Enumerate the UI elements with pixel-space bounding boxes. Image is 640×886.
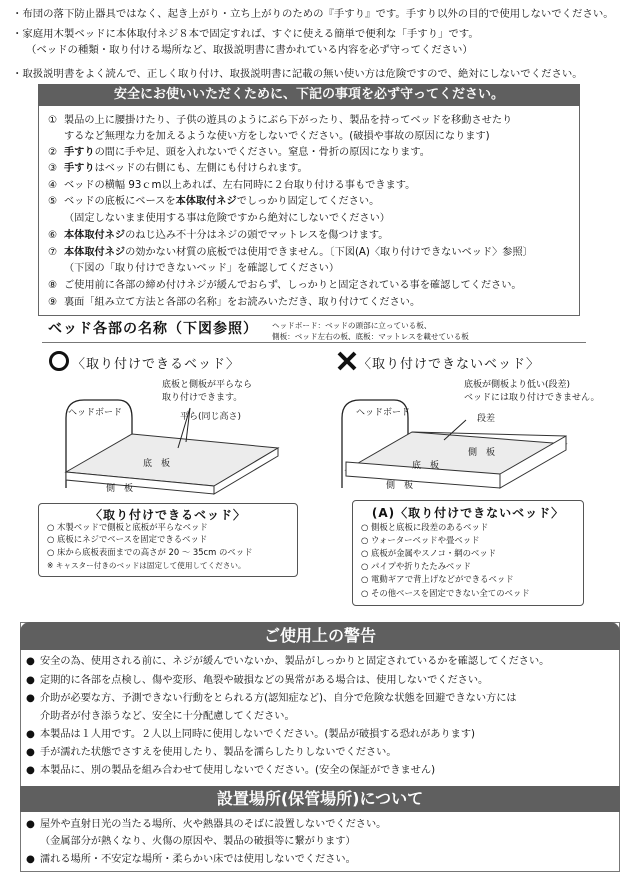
safety-item: するなど無理な力を加えるような使い方をしないでください。(破損や事故の原因になります) bbox=[64, 131, 490, 142]
ng-callout-1: 底板が側板より低い(段差) bbox=[464, 380, 571, 390]
ng-panel-title: 〈取り付けできないベッド〉 bbox=[358, 357, 541, 372]
ok-box-note: ※ キャスター付きのベッドは固定して使用してください。 bbox=[47, 561, 246, 570]
circle-ok-icon bbox=[48, 350, 70, 372]
warning-item: ● 安全の為、使用される前に、ネジが緩んでいないか、製品がしっかりと固定されているかを確認してください。 bbox=[26, 656, 550, 667]
ok-panel-title: 〈取り付けできるベッド〉 bbox=[72, 357, 241, 372]
parts-note-1: ヘッドボード：ベッドの頭部に立っている板、 bbox=[272, 321, 432, 330]
ng-box-item: ○ 電動ギアで背上げなどができるベッド bbox=[361, 574, 514, 584]
warning-title: ご使用上の警告 bbox=[20, 622, 620, 650]
safety-item: ⑧ ご使用前に各部の締め付けネジが緩んでおらず、しっかりと固定されている事を確認してください。 bbox=[48, 280, 522, 291]
safety-item: ⑦ 本体取付ネジの効かない材質の底板では使用できません。〔下図(A)〈取り付けできないベッド〉参照〕 bbox=[48, 247, 533, 258]
ng-list-box bbox=[352, 500, 584, 606]
safety-item: （固定しないまま使用する事は危険ですから絶対にしないでください） bbox=[64, 213, 390, 224]
ng-box-item: ○ 底板が金属やスノコ・網のベッド bbox=[361, 548, 497, 558]
safety-item: ③ 手すりはベッドの右側にも、左側にも付けられます。 bbox=[48, 163, 308, 174]
warning-item: ● 定期的に各部を点検し、傷や変形、亀裂や破損などの異常がある場合は、使用しないでください。 bbox=[26, 675, 489, 686]
divider bbox=[42, 342, 586, 343]
ok-bed-illustration bbox=[40, 378, 300, 498]
ok-box-title: 〈取り付けできるベッド〉 bbox=[89, 508, 246, 522]
safety-title: 安全にお使いいただくために、下記の事項を必ず守ってください。 bbox=[38, 84, 580, 106]
ng-box-item: ○ パイプや折りたたみベッド bbox=[361, 561, 472, 571]
ok-side-label: 側 板 bbox=[106, 484, 134, 494]
ok-box-item: ○ 床から底板表面までの高さが 20 ～ 35cm のベッド bbox=[47, 547, 253, 557]
parts-title: ベッド各部の名称（下図参照） bbox=[48, 321, 258, 337]
ng-box-title: (A)〈取り付けできないベッド〉 bbox=[371, 506, 565, 520]
install-item: （金属部分が熱くなり、火傷の原因や、製品の破損等に繋がります） bbox=[40, 836, 356, 847]
safety-item: ⑨ 裏面「組み立て方法と各部の名称」をお読みいただき、取り付けてください。 bbox=[48, 297, 421, 308]
ng-box-item: ○ 側板と底板に段差のあるベッド bbox=[361, 522, 489, 532]
ok-headboard-label: ヘッドボード bbox=[68, 408, 123, 418]
warning-item: 介助者が付き添うなど、安全に十分配慮してください。 bbox=[40, 711, 295, 722]
install-item: ● 濡れる場所・不安定な場所・柔らかい床では使用しないでください。 bbox=[26, 854, 356, 865]
ok-box-item: ○ 底板にネジでベースを固定できるベッド bbox=[47, 534, 208, 544]
safety-item: ① 製品の上に腰掛けたり、子供の遊具のようにぶら下がったり、製品を持ってベッドを移動させたり bbox=[48, 115, 513, 126]
ng-box-item: ○ ウォーターベッドや畳ベッド bbox=[361, 535, 480, 545]
intro-line-2: ・家庭用木製ベッドに本体取付ネジ８本で固定すれば、すぐに使える簡単で便利な「手すり」です。 bbox=[12, 28, 479, 40]
intro-line-3: （ベッドの種類・取り付ける場所など、取扱説明書に書かれている内容を必ず守ってください） bbox=[26, 44, 473, 56]
ng-side-label: 側 板 bbox=[386, 481, 414, 491]
warning-item: ● 本製品に、別の製品を組み合わせて使用しないでください。(安全の保証ができません) bbox=[26, 765, 436, 776]
ok-bottom-label: 底 板 bbox=[143, 459, 171, 469]
safety-item: ② 手すりの間に手や足、頭を入れないでください。窒息・骨折の原因になります。 bbox=[48, 147, 430, 158]
warning-item: ● 介助が必要な方、予測できない行動をとられる方(認知症など)、自分で危険な状態を回避できない方には bbox=[26, 693, 517, 704]
ng-bottom-label: 底 板 bbox=[412, 461, 440, 471]
intro-line-1: ・布団の落下防止器具ではなく、起き上がり・立ち上がりのための『手すり』です。手すり以外の目的で使用しないでください。 bbox=[12, 8, 614, 20]
warning-item: ● 手が濡れた状態でさすえを使用したり、製品を濡らしたりしないでください。 bbox=[26, 747, 397, 758]
ok-flat-label: 平ら(同じ高さ) bbox=[180, 412, 242, 422]
ng-box-item: ○ その他ベースを固定できない全てのベッド bbox=[361, 588, 530, 598]
ng-step-label: 段差 bbox=[477, 414, 496, 424]
ok-callout-1: 底板と側板が平らなら bbox=[162, 380, 253, 390]
install-title: 設置場所(保管場所)について bbox=[20, 786, 620, 812]
safety-item: ⑥ 本体取付ネジのねじ込み不十分はネジの頭でマットレスを傷つけます。 bbox=[48, 230, 389, 241]
safety-item: ④ ベッドの横幅 93ｃm以上あれば、左右同時に２台取り付ける事もできます。 bbox=[48, 180, 416, 191]
parts-note-2: 側板：ベッド左右の板、底板：マットレスを載せている板 bbox=[272, 332, 469, 341]
ng-side-top-label: 側 板 bbox=[468, 448, 496, 458]
ng-headboard-label: ヘッドボード bbox=[356, 408, 411, 418]
install-item: ● 屋外や直射日光の当たる場所、火や熱器具のそばに設置しないでください。 bbox=[26, 819, 387, 830]
cross-ng-icon bbox=[336, 350, 358, 372]
ok-callout-2: 取り付けできます。 bbox=[162, 393, 243, 403]
ok-box-item: ○ 木製ベッドで側板と底板が平らなベッド bbox=[47, 522, 208, 532]
ok-list-box bbox=[38, 503, 298, 577]
intro-line-4: ・取扱説明書をよく読んで、正しく取り付け、取扱説明書に記載の無い使い方は危険ですので、絶対にしないでください。 bbox=[12, 68, 583, 80]
ng-bed-illustration bbox=[316, 378, 596, 498]
safety-item: （下図の「取り付けできないベッド」を確認してください） bbox=[64, 263, 340, 274]
warning-item: ● 本製品は１人用です。２人以上同時に使用しないでください。(製品が破損する恐れがあります) bbox=[26, 729, 476, 740]
safety-item: ⑤ ベッドの底板にベースを本体取付ネジでしっかり固定してください。 bbox=[48, 196, 380, 207]
ng-callout-2: ベッドには取り付けできません。 bbox=[464, 393, 600, 403]
